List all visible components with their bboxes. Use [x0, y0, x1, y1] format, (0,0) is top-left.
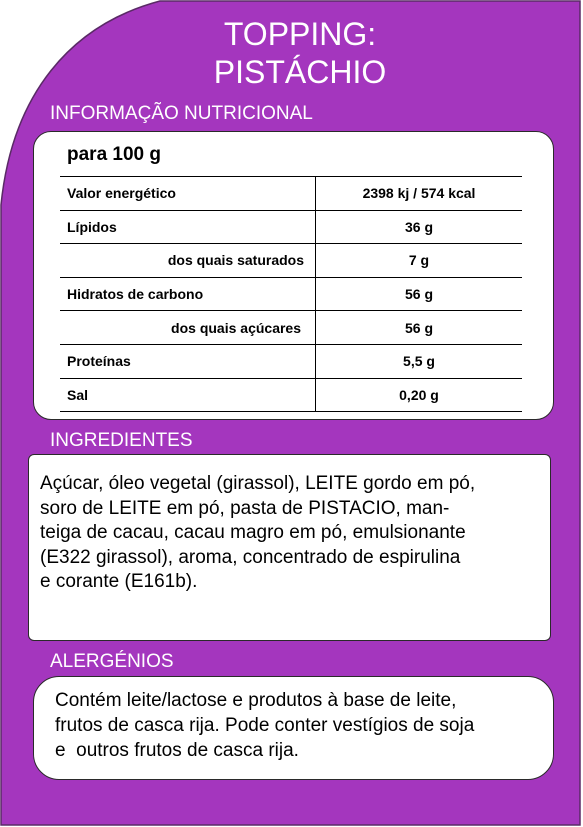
nutrient-value: 2398 kj / 574 kcal [316, 177, 523, 211]
ingredients-line: (E322 girassol), aroma, concentrado de espirulina [40, 546, 461, 568]
ingredients-text [40, 472, 560, 595]
nutrient-value: 36 g [316, 210, 523, 244]
nutrient-label: Sal [60, 378, 316, 412]
nutrient-label: Proteínas [60, 344, 316, 378]
ingredients-heading: INGREDIENTES [50, 430, 193, 451]
table-row [60, 244, 522, 278]
allergens-line: Contém leite/lactose e produtos à base de leite, [55, 690, 457, 711]
table-row [60, 177, 522, 211]
nutrient-value: 0,20 g [316, 378, 523, 412]
table-row [60, 277, 522, 311]
ingredients-line: e corante (E161b). [40, 571, 198, 592]
allergens-text [55, 688, 555, 763]
nutrient-value: 7 g [316, 244, 523, 278]
allergens-line: e outros frutos de casca rija. [55, 740, 299, 761]
allergens-line: frutos de casca rija. Pode conter vestígios de soja [55, 715, 475, 736]
nutrient-value: 56 g [316, 311, 523, 345]
nutrition-heading: INFORMAÇÃO NUTRICIONAL [50, 103, 313, 124]
nutrient-value: 5,5 g [316, 344, 523, 378]
ingredients-line: soro de LEITE em pó, pasta de PISTACIO, man- [40, 497, 450, 519]
product-title-line1: TOPPING: [223, 16, 377, 52]
nutrient-label: Lípidos [60, 210, 316, 244]
table-row [60, 210, 522, 244]
table-row [60, 378, 522, 412]
nutrient-label: Hidratos de carbono [60, 277, 316, 311]
nutrient-label: dos quais açúcares [60, 311, 316, 345]
nutrient-value: 56 g [316, 277, 523, 311]
nutrient-label: dos quais saturados [60, 244, 316, 278]
ingredients-line: Açúcar, óleo vegetal (girassol), LEITE gordo em pó, [40, 473, 476, 494]
table-row [60, 311, 522, 345]
nutrient-label: Valor energético [60, 177, 316, 211]
nutrition-per-amount: para 100 g [67, 144, 161, 165]
product-title-line2: PISTÁCHIO [213, 54, 387, 90]
ingredients-line: teiga de cacau, cacau magro em pó, emulsionante [40, 522, 466, 543]
nutrition-table [60, 176, 522, 412]
table-row [60, 344, 522, 378]
allergens-heading: ALERGÉNIOS [50, 651, 174, 672]
